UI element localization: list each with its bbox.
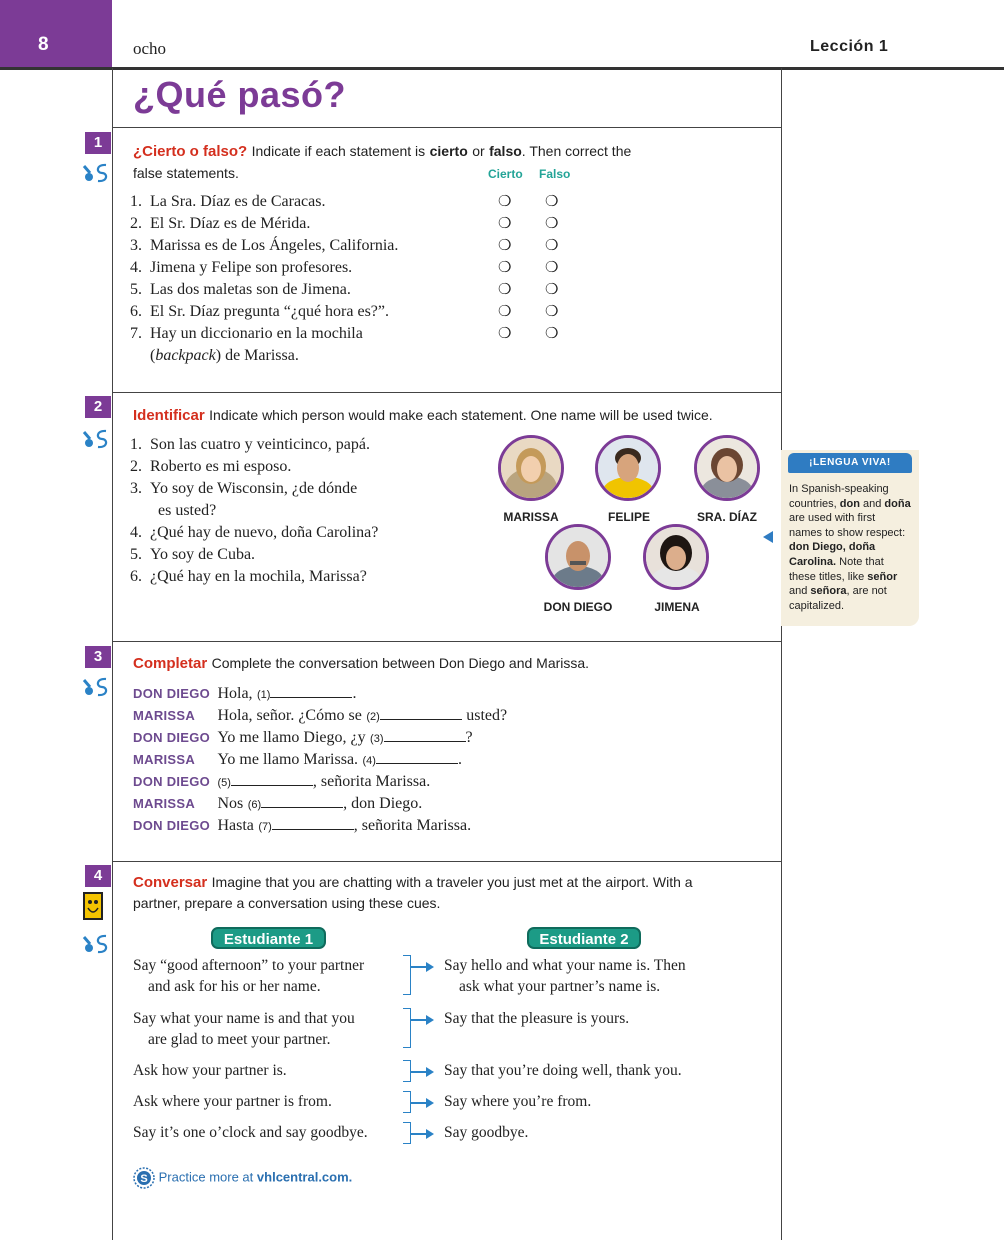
- header-rule: [0, 67, 1004, 70]
- act3-title: Completar: [133, 655, 208, 672]
- divider: [112, 641, 782, 642]
- speaker: MARISSA: [133, 708, 196, 723]
- name-felipe: FELIPE: [607, 510, 650, 524]
- activity-number: 1: [85, 132, 111, 154]
- item-text-rest: ) de Marissa.: [215, 347, 299, 364]
- line-text-end: .: [352, 685, 357, 702]
- arrow-right-icon: [411, 1133, 427, 1135]
- dialogue-line: [133, 815, 507, 837]
- cue-line: Say that you’re doing well, thank you.: [444, 1062, 682, 1079]
- item-number: 2.: [130, 458, 142, 475]
- pair-work-icon: [83, 892, 103, 920]
- arrowhead-icon: [426, 1067, 434, 1077]
- act4-instr-b: partner, prepare a conversation using these cues.: [133, 895, 441, 911]
- arrow-right-icon: [411, 966, 427, 968]
- cue-line-cont: and ask for his or her name.: [148, 978, 321, 995]
- speaker: MARISSA: [133, 796, 196, 811]
- activity-number: 4: [85, 865, 111, 887]
- list-item: [118, 456, 378, 478]
- supersite-icon: [82, 676, 110, 698]
- speaker: DON DIEGO: [133, 818, 211, 833]
- cue-right: [444, 1091, 591, 1112]
- item-number: 3.: [130, 237, 142, 254]
- dialogue-line: [133, 749, 507, 771]
- speaker: DON DIEGO: [133, 774, 211, 789]
- line-text: Yo me llamo Diego, ¿y: [217, 729, 366, 746]
- list-item: [118, 522, 378, 544]
- sidebar-t5: and: [789, 585, 808, 598]
- arrow-right-icon: [411, 1019, 427, 1021]
- list-item: [118, 434, 378, 456]
- line-text-end: ?: [465, 729, 473, 746]
- radio-cierto-1[interactable]: ❍: [498, 193, 512, 210]
- item-number: 1.: [130, 436, 142, 453]
- bracket: [403, 955, 411, 995]
- item-number: 4.: [130, 524, 142, 541]
- paren: (: [150, 347, 156, 364]
- list-item: [118, 566, 378, 588]
- blank-2[interactable]: [380, 705, 462, 720]
- student-1-label: Estudiante 1: [211, 927, 326, 949]
- item-number: 1.: [130, 193, 142, 210]
- blank-number: (7): [258, 821, 272, 833]
- item-number: 6.: [130, 568, 142, 585]
- item-text: ¿Qué hay en la mochila, Marissa?: [150, 568, 367, 585]
- arrow-right-icon: [411, 1102, 427, 1104]
- cue-left: [133, 1008, 355, 1050]
- right-rule: [781, 68, 782, 1240]
- radio-falso-7[interactable]: ❍: [545, 325, 559, 342]
- cue-line-cont: are glad to meet your partner.: [148, 1031, 331, 1048]
- cue-line: Say that the pleasure is yours.: [444, 1010, 630, 1027]
- name-don-diego: DON DIEGO: [543, 600, 613, 614]
- sidebar-arrow-icon: [763, 531, 773, 543]
- item-number: 4.: [130, 259, 142, 276]
- sra-diaz-photo: [694, 435, 760, 501]
- sidebar-t3: are used with first names to show respect:: [789, 512, 906, 539]
- conversation: [133, 683, 507, 837]
- cue-left: [133, 1091, 332, 1112]
- radio-falso-2[interactable]: ❍: [545, 215, 559, 232]
- cue-line: Say it’s one o’clock and say goodbye.: [133, 1124, 368, 1141]
- dialogue-line: [133, 727, 507, 749]
- sidebar-t4: Note that these titles, like: [789, 555, 884, 583]
- sidebar-b5: señora: [810, 585, 847, 598]
- cue-line: Say hello and what your name is. Then: [444, 957, 686, 974]
- act2-title: Identificar: [133, 407, 205, 424]
- act2-instructions: [133, 407, 773, 425]
- item-text: es usted?: [158, 502, 217, 519]
- blank-number: (5): [217, 777, 231, 789]
- list-item: [118, 191, 398, 213]
- col-cierto: Cierto: [488, 167, 523, 181]
- cue-line: Say “good afternoon” to your partner: [133, 957, 365, 974]
- act3-instr: Complete the conversation between Don Diego and Marissa.: [211, 655, 590, 671]
- lengua-viva-tab: ¡LENGUA VIVA!: [788, 453, 912, 473]
- line-text: Hola,: [217, 685, 253, 702]
- radio-falso-6[interactable]: ❍: [545, 303, 559, 320]
- radio-falso-4[interactable]: ❍: [545, 259, 559, 276]
- cue-right: [444, 1122, 528, 1143]
- act1-instr-a: Indicate if each statement is: [251, 143, 426, 159]
- item-number: 5.: [130, 281, 142, 298]
- item-text: Jimena y Felipe son profesores.: [150, 259, 353, 276]
- practice-text: Practice more at: [158, 1169, 254, 1185]
- item-text: ¿Qué hay de nuevo, doña Carolina?: [150, 524, 379, 541]
- line-text: Yo me llamo Marissa.: [217, 751, 359, 768]
- practice-url[interactable]: vhlcentral.com.: [256, 1169, 353, 1185]
- jimena-photo: [643, 524, 709, 590]
- bracket: [403, 1060, 411, 1082]
- item-number: 3.: [130, 480, 142, 497]
- cue-line-cont: ask what your partner’s name is.: [459, 978, 661, 995]
- act1-instr-or: or: [472, 143, 485, 159]
- dialogue-line: [133, 793, 507, 815]
- list-item-cont: [118, 500, 378, 522]
- sidebar-text: [789, 482, 911, 613]
- act1-list: [118, 191, 398, 367]
- radio-falso-3[interactable]: ❍: [545, 237, 559, 254]
- marissa-photo: [498, 435, 564, 501]
- item-text: El Sr. Díaz es de Mérida.: [150, 215, 311, 232]
- page-number-box: [0, 0, 112, 68]
- act1-instr-b: . Then correct the: [521, 143, 632, 159]
- act4-instr-a: Imagine that you are chatting with a traveler you just met at the airport. With a: [211, 874, 693, 890]
- falso-radios: [545, 191, 558, 345]
- act1-instr-falso: falso: [489, 143, 522, 159]
- activity-number: 3: [85, 646, 111, 668]
- list-item-cont: [118, 345, 398, 367]
- item-number: 2.: [130, 215, 142, 232]
- blank-6[interactable]: [261, 793, 343, 808]
- list-item: [118, 323, 398, 345]
- line-text-end: .: [457, 751, 462, 768]
- list-item: [118, 279, 398, 301]
- blank-number: (2): [366, 711, 380, 723]
- act1-title: ¿Cierto o falso?: [133, 143, 248, 160]
- act2-list: [118, 434, 378, 588]
- supersite-icon: [82, 933, 110, 955]
- don-diego-photo: [545, 524, 611, 590]
- radio-cierto-6[interactable]: ❍: [498, 303, 512, 320]
- speaker: MARISSA: [133, 752, 196, 767]
- radio-cierto-7[interactable]: ❍: [498, 325, 512, 342]
- line-text-end: usted?: [466, 707, 508, 724]
- page-number: 8: [38, 34, 49, 55]
- sidebar-b4: señor: [867, 570, 898, 583]
- radio-cierto-3[interactable]: ❍: [498, 237, 512, 254]
- item-text: Roberto es mi esposo.: [150, 458, 292, 475]
- cue-left: [133, 1122, 368, 1143]
- student-2-label: Estudiante 2: [527, 927, 641, 949]
- cue-right: [444, 955, 686, 997]
- blank-number: (4): [362, 755, 376, 767]
- blank-number: (3): [370, 733, 384, 745]
- act2-instr: Indicate which person would make each statement. One name will be used twice.: [209, 407, 713, 423]
- cue-line: Say goodbye.: [444, 1124, 529, 1141]
- italic-word: backpack: [155, 347, 216, 364]
- blank-number: (1): [257, 689, 271, 701]
- blank-1[interactable]: [270, 683, 352, 698]
- dialogue-line: [133, 771, 507, 793]
- divider: [112, 127, 782, 128]
- item-number: 5.: [130, 546, 142, 563]
- blank-3[interactable]: [384, 727, 466, 742]
- item-number: 6.: [130, 303, 142, 320]
- cue-right: [444, 1060, 682, 1081]
- radio-falso-1[interactable]: ❍: [545, 193, 559, 210]
- activity-number: 2: [85, 396, 111, 418]
- cue-line: Say where you’re from.: [444, 1093, 592, 1110]
- sidebar-b3: don Diego, doña Carolina.: [789, 541, 876, 568]
- dialogue-line: [133, 705, 507, 727]
- line-text-end: , señorita Marissa.: [312, 773, 431, 790]
- item-text: La Sra. Díaz es de Caracas.: [150, 193, 326, 210]
- list-item: [118, 301, 398, 323]
- page-word: ocho: [133, 39, 167, 58]
- cue-line: Say what your name is and that you: [133, 1010, 355, 1027]
- divider: [112, 861, 782, 862]
- felipe-photo: [595, 435, 661, 501]
- sidebar-t1: In Spanish-speaking countries,: [789, 483, 889, 510]
- radio-cierto-4[interactable]: ❍: [498, 259, 512, 276]
- item-text: Hay un diccionario en la mochila: [150, 325, 363, 342]
- cue-right: [444, 1008, 629, 1029]
- blank-7[interactable]: [272, 815, 354, 830]
- supersite-icon: [82, 162, 110, 184]
- line-text: Hola, señor. ¿Cómo se: [217, 707, 362, 724]
- page-title: ¿Qué pasó?: [133, 74, 347, 115]
- blank-number: (6): [247, 799, 262, 811]
- svg-text:S: S: [140, 1173, 148, 1185]
- sidebar-b2: doña: [884, 497, 911, 510]
- radio-falso-5[interactable]: ❍: [545, 281, 559, 298]
- list-item: [118, 544, 378, 566]
- cue-line: Ask how your partner is.: [133, 1062, 287, 1079]
- lesson-label: Lección 1: [810, 38, 889, 55]
- act1-instr-c: false statements.: [133, 165, 239, 181]
- act4-instructions: [133, 874, 773, 892]
- radio-cierto-2[interactable]: ❍: [498, 215, 512, 232]
- radio-cierto-5[interactable]: ❍: [498, 281, 512, 298]
- act4-title: Conversar: [133, 874, 208, 891]
- cierto-radios: [498, 191, 511, 345]
- item-text: Yo soy de Cuba.: [150, 546, 256, 563]
- cue-line: Ask where your partner is from.: [133, 1093, 332, 1110]
- list-item: [118, 213, 398, 235]
- left-rule: [112, 68, 113, 1240]
- act1-instructions: [133, 143, 773, 161]
- arrow-right-icon: [411, 1071, 427, 1073]
- arrowhead-icon: [426, 962, 434, 972]
- arrowhead-icon: [426, 1015, 434, 1025]
- supersite-icon: [82, 428, 110, 450]
- list-item: [118, 235, 398, 257]
- sidebar-b1: don: [839, 497, 860, 510]
- item-text: Las dos maletas son de Jimena.: [150, 281, 351, 298]
- list-item: [118, 478, 378, 500]
- item-text: El Sr. Díaz pregunta “¿qué hora es?”.: [150, 303, 390, 320]
- speaker: DON DIEGO: [133, 730, 211, 745]
- name-sra-diaz: SRA. DÍAZ: [697, 510, 757, 524]
- line-text: Hasta: [217, 817, 254, 834]
- blank-4[interactable]: [376, 749, 458, 764]
- sidebar-t6: , are not capitalized.: [789, 585, 887, 612]
- cue-left: [133, 955, 364, 997]
- speaker: DON DIEGO: [133, 686, 211, 701]
- bracket: [403, 1122, 411, 1144]
- line-text: Nos: [217, 795, 244, 812]
- blank-5[interactable]: [231, 771, 313, 786]
- dialogue-line: [133, 683, 507, 705]
- arrowhead-icon: [426, 1129, 434, 1139]
- divider: [112, 392, 782, 393]
- line-text-end: , don Diego.: [343, 795, 423, 812]
- act1-instr-cierto: cierto: [429, 143, 468, 159]
- col-falso: Falso: [539, 167, 571, 181]
- act3-instructions: [133, 655, 773, 673]
- item-text: Yo soy de Wisconsin, ¿de dónde: [150, 480, 358, 497]
- list-item: [118, 257, 398, 279]
- item-number: 7.: [130, 325, 142, 342]
- name-marissa: MARISSA: [503, 510, 559, 524]
- name-jimena: JIMENA: [654, 600, 700, 614]
- item-text: Marissa es de Los Ángeles, California.: [150, 237, 399, 254]
- sidebar-t2: and: [863, 497, 882, 510]
- item-text: Son las cuatro y veinticinco, papá.: [150, 436, 370, 453]
- arrowhead-icon: [426, 1098, 434, 1108]
- bracket: [403, 1091, 411, 1113]
- line-text-end: , señorita Marissa.: [353, 817, 472, 834]
- bracket: [403, 1008, 411, 1048]
- cue-left: [133, 1060, 287, 1081]
- practice-link[interactable]: [133, 1167, 352, 1189]
- supersite-badge-icon: [133, 1167, 155, 1189]
